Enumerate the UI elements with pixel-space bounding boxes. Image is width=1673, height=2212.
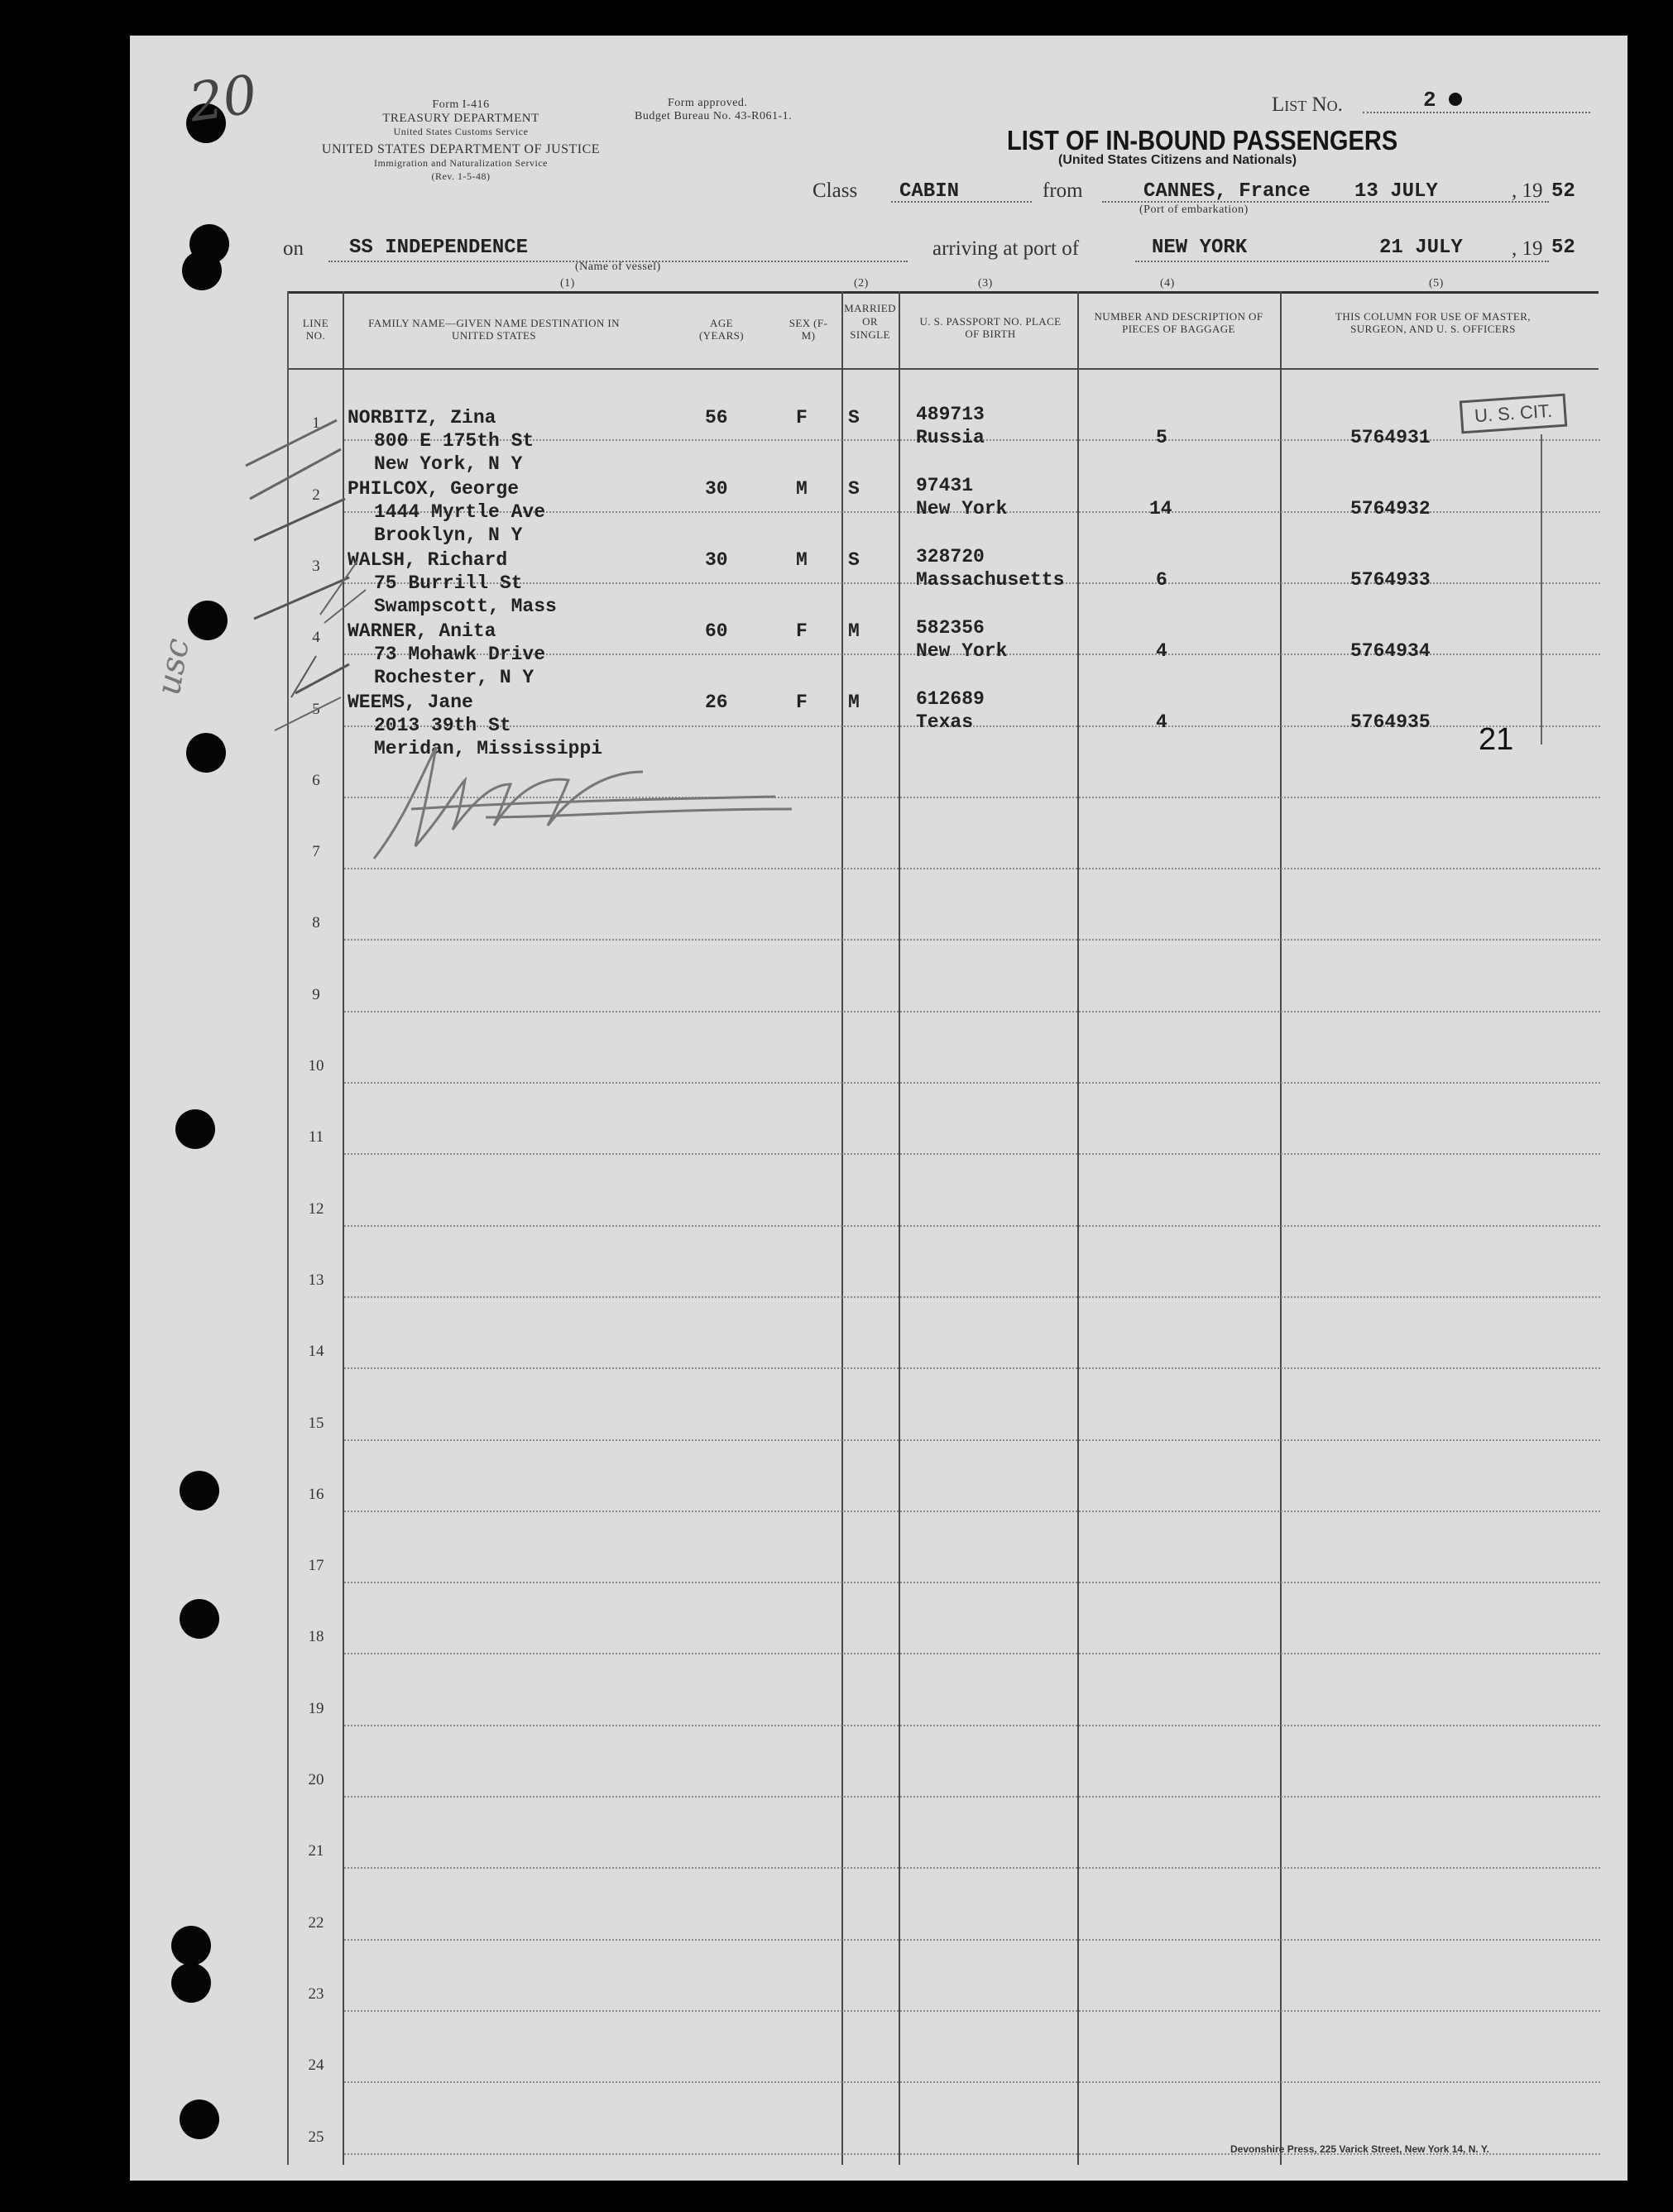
- passport-number: 489713: [916, 404, 985, 425]
- passenger-name: PHILCOX, George: [348, 478, 520, 500]
- line-number: 12: [308, 1199, 324, 1218]
- baggage-count: 4: [1156, 640, 1167, 662]
- line-number: 9: [312, 985, 320, 1003]
- passport-number: 582356: [916, 617, 985, 639]
- class-label: Class: [813, 180, 858, 202]
- passenger-address: 1444 Myrtle Ave: [374, 501, 546, 523]
- arrival-date: 21 JULY: [1379, 237, 1463, 259]
- column-header-age: AGE (YEARS): [698, 317, 745, 342]
- line-number: 4: [312, 629, 320, 647]
- arrival-year: 52: [1551, 237, 1575, 259]
- form-number: Form I-416 TREASURY DEPARTMENT United States Customs Service: [382, 98, 539, 137]
- on-label: on: [283, 237, 304, 260]
- passenger-marital: M: [848, 692, 860, 713]
- document-page: [130, 36, 1627, 2181]
- passenger-city: Swampscott, Mass: [374, 596, 557, 617]
- column-number: (5): [1429, 277, 1444, 290]
- line-number: 5: [312, 700, 320, 718]
- line-number: 21: [308, 1842, 324, 1860]
- officer-number: 5764933: [1350, 569, 1431, 591]
- handwritten-list-number: 20: [185, 64, 261, 135]
- embarkation-port: CANNES, France: [1143, 180, 1311, 203]
- justice-department: UNITED STATES DEPARTMENT OF JUSTICE Immigration and Naturalization Service (Rev. 1-5-48): [321, 142, 601, 182]
- embarkation-date: 13 JULY: [1354, 180, 1438, 203]
- line-number: 15: [308, 1414, 324, 1432]
- signature: [374, 747, 792, 859]
- birth-place: New York: [916, 640, 1008, 662]
- column-number: (1): [560, 277, 575, 290]
- column-header-name: FAMILY NAME—GIVEN NAME DESTINATION IN UNITED STATES: [368, 317, 620, 342]
- line-number: 24: [308, 2056, 324, 2075]
- passenger-name: NORBITZ, Zina: [348, 407, 496, 429]
- birth-place: New York: [916, 498, 1008, 519]
- passenger-name: WARNER, Anita: [348, 620, 496, 642]
- line-number: 20: [308, 1771, 324, 1788]
- baggage-count: 4: [1156, 711, 1167, 733]
- passenger-address: 2013 39th St: [374, 715, 511, 736]
- line-number: 25: [308, 2128, 324, 2146]
- line-number: 2: [312, 486, 320, 504]
- margin-note: usc: [149, 635, 197, 698]
- passenger-sex: M: [796, 549, 808, 571]
- baggage-count: 5: [1156, 427, 1167, 448]
- column-header-officers: THIS COLUMN FOR USE OF MASTER, SURGEON, AND U. S. OFFICERS: [1335, 310, 1531, 335]
- class-value: CABIN: [899, 180, 960, 203]
- pencil-marks: [130, 36, 1627, 2181]
- line-number: 8: [312, 914, 320, 932]
- budget-approval: Form approved. Budget Bureau No. 43-R061-1.: [635, 97, 793, 122]
- passport-number: 97431: [916, 475, 974, 496]
- line-number: 16: [308, 1485, 324, 1503]
- birth-place: Massachusetts: [916, 569, 1065, 591]
- column-header-sex: SEX (F-M): [789, 317, 828, 342]
- passenger-city: Meridan, Mississippi: [374, 738, 603, 759]
- column-number: (4): [1160, 277, 1175, 290]
- officer-number: 5764934: [1350, 640, 1431, 662]
- column-header-married: MARRIED OR SINGLE: [844, 302, 896, 341]
- passenger-age: 30: [705, 478, 728, 500]
- passenger-marital: S: [848, 478, 860, 500]
- embarkation-year: 52: [1551, 180, 1575, 203]
- passenger-sex: F: [796, 407, 808, 429]
- line-number: 18: [308, 1628, 324, 1646]
- officer-number: 5764935: [1350, 711, 1431, 733]
- line-number: 7: [312, 843, 320, 861]
- passenger-marital: M: [848, 620, 860, 642]
- passenger-sex: F: [796, 620, 808, 642]
- officer-number: 5764931: [1350, 427, 1431, 448]
- us-citizen-stamp: U. S. CIT.: [1460, 394, 1568, 434]
- line-number: 23: [308, 1985, 324, 2003]
- document-subtitle: (United States Citizens and Nationals): [1058, 153, 1297, 167]
- passenger-sex: F: [796, 692, 808, 713]
- passenger-sex: M: [796, 478, 808, 500]
- passport-number: 328720: [916, 546, 985, 567]
- port-embark-caption: (Port of embarkation): [1139, 203, 1249, 216]
- line-number: 1: [312, 414, 320, 433]
- line-number: 14: [308, 1343, 324, 1361]
- column-header-baggage: NUMBER AND DESCRIPTION OF PIECES OF BAGGAGE: [1094, 310, 1263, 335]
- year-prefix: , 19: [1512, 180, 1543, 202]
- column-header-line: LINE NO.: [302, 317, 329, 342]
- arriving-label: arriving at port of: [932, 237, 1080, 260]
- printer-imprint: Devonshire Press, 225 Varick Street, New York 14, N. Y.: [1230, 2143, 1489, 2155]
- passenger-address: 75 Burrill St: [374, 572, 523, 594]
- line-number: 3: [312, 557, 320, 575]
- passenger-marital: S: [848, 407, 860, 429]
- line-number: 17: [308, 1557, 324, 1575]
- list-number-label: List No.: [1272, 93, 1343, 116]
- line-number: 13: [308, 1271, 324, 1289]
- column-header-passport: U. S. PASSPORT NO. PLACE OF BIRTH: [919, 315, 1062, 340]
- baggage-count: 14: [1149, 498, 1172, 519]
- passenger-address: 800 E 175th St: [374, 430, 534, 452]
- year-prefix: , 19: [1512, 237, 1543, 260]
- passenger-name: WALSH, Richard: [348, 549, 508, 571]
- vessel-caption: (Name of vessel): [575, 261, 661, 273]
- line-number: 6: [312, 771, 320, 789]
- passenger-age: 60: [705, 620, 728, 642]
- line-number: 11: [308, 1128, 324, 1147]
- list-number-value: 2: [1423, 88, 1462, 113]
- arrival-port: NEW YORK: [1152, 237, 1248, 259]
- passport-number: 612689: [916, 688, 985, 710]
- passenger-address: 73 Mohawk Drive: [374, 644, 546, 665]
- officer-number: 5764932: [1350, 498, 1431, 519]
- passenger-age: 56: [705, 407, 728, 429]
- document-title: LIST OF IN-BOUND PASSENGERS: [1007, 125, 1398, 156]
- column-number: (2): [854, 277, 869, 290]
- passenger-name: WEEMS, Jane: [348, 692, 473, 713]
- passenger-age: 30: [705, 549, 728, 571]
- passenger-marital: S: [848, 549, 860, 571]
- passenger-city: New York, N Y: [374, 453, 523, 475]
- line-number: 19: [308, 1699, 324, 1717]
- total-count: 21: [1479, 722, 1514, 757]
- passenger-age: 26: [705, 692, 728, 713]
- birth-place: Russia: [916, 427, 985, 448]
- baggage-count: 6: [1156, 569, 1167, 591]
- column-number: (3): [978, 277, 993, 290]
- from-label: from: [1043, 180, 1083, 202]
- birth-place: Texas: [916, 711, 974, 733]
- vessel-name: SS INDEPENDENCE: [349, 237, 529, 259]
- passenger-city: Rochester, N Y: [374, 667, 534, 688]
- line-number: 22: [308, 1913, 324, 1932]
- line-number: 10: [308, 1057, 324, 1075]
- passenger-city: Brooklyn, N Y: [374, 524, 523, 546]
